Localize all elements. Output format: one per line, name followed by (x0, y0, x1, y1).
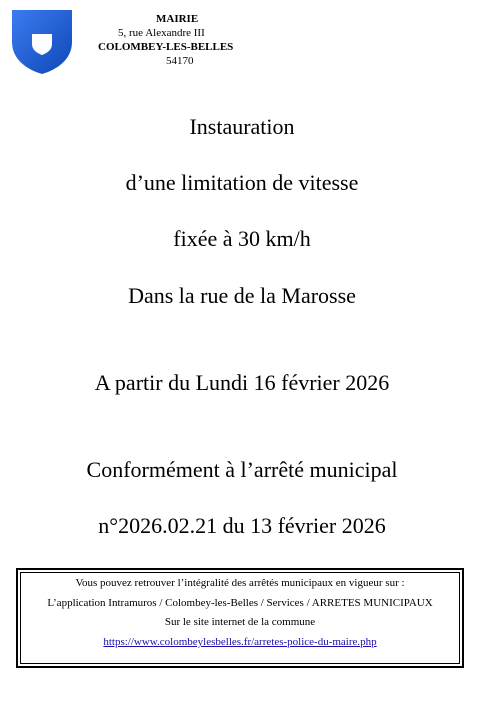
notice-speed-limit: fixée à 30 km/h (173, 226, 311, 251)
shield-crest-icon (10, 8, 74, 76)
mairie-postal-code: 54170 (166, 55, 194, 67)
info-box-inner (20, 572, 460, 664)
mairie-city: COLOMBEY-LES-BELLES (98, 41, 234, 53)
mairie-header (96, 12, 266, 68)
notice-street: Dans la rue de la Marosse (128, 283, 356, 308)
decrees-url-link[interactable]: https://www.colombeylesbelles.fr/arretes-police-du-maire.php (103, 636, 377, 648)
info-app-path: L’application Intramuros / Colombey-les-Belles / Services / ARRETES MUNICIPAUX (47, 597, 433, 609)
info-website-label: Sur le site internet de la commune (164, 616, 316, 628)
notice-subject: d’une limitation de vitesse (125, 170, 359, 195)
info-box (16, 568, 464, 668)
notice-start-date: A partir du Lundi 16 février 2026 (94, 370, 390, 395)
notice-title: Instauration (189, 114, 295, 139)
mairie-label: MAIRIE (156, 13, 199, 25)
mairie-address: 5, rue Alexandre III (118, 27, 205, 39)
notice-decree-number: n°2026.02.21 du 13 février 2026 (98, 513, 386, 538)
info-intro: Vous pouvez retrouver l’intégralité des arrêtés municipaux en vigueur sur : (75, 577, 405, 589)
notice-legal-basis: Conformément à l’arrêté municipal (86, 457, 398, 482)
